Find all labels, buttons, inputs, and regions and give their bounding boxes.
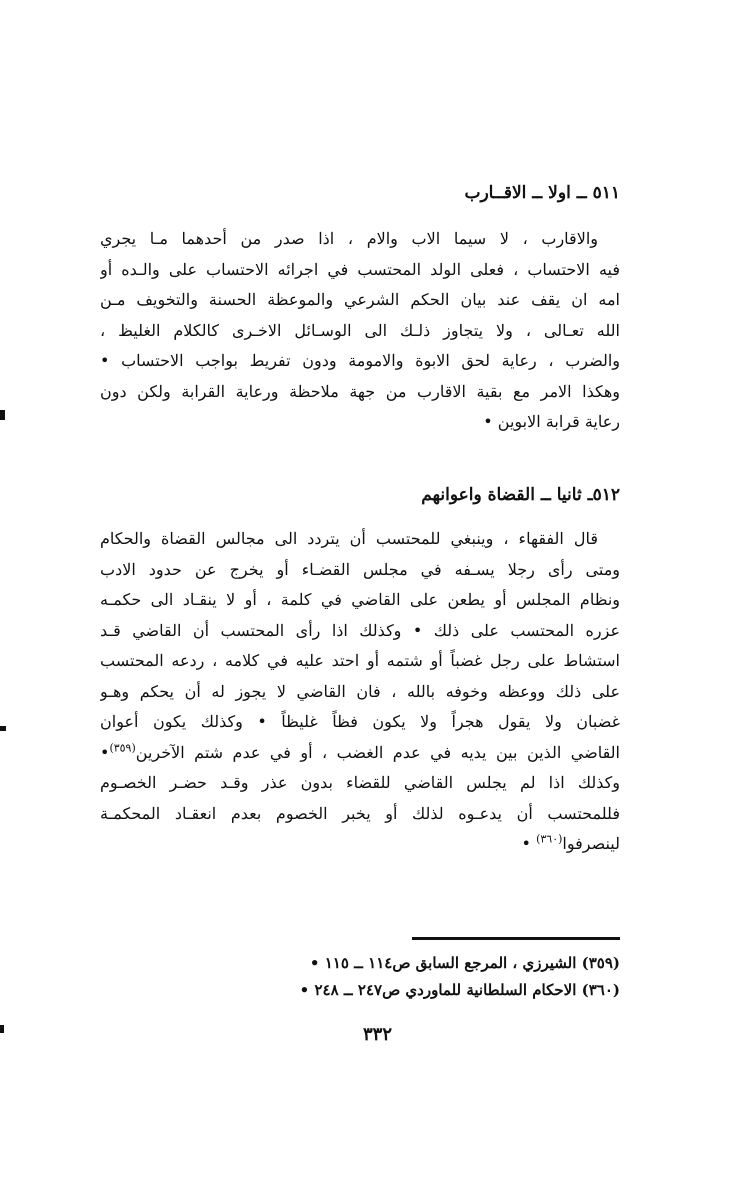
footnote-divider bbox=[412, 937, 620, 940]
text-line: ونظام المجلس أو يطعن على القاضي في كلمة ، أو لا ينقـاد الى حكمـه bbox=[100, 590, 620, 609]
text-fragment: لينصرفوا bbox=[562, 834, 620, 853]
text-line: على ذلك ووعظه وخوفه بالله ، فان القاضي لا يجوز له أن يحكم وهـو bbox=[100, 681, 620, 701]
text-line: ومتى رأى رجلا يسـفه في مجلس القضـاء أو يخرج عن حدود الادب bbox=[100, 559, 620, 579]
scan-mark bbox=[0, 1025, 4, 1033]
text-line: فللمحتسب أن يدعـوه لذلك أو يخبر الخصوم بعدم انعقـاد المحكمـة bbox=[100, 803, 620, 823]
text-line: والضرب ، رعاية لحق الابوة والامومة ودون تفريط بواجب الاحتساب • bbox=[100, 351, 620, 370]
page-number: ٣٣٢ bbox=[362, 1024, 392, 1045]
footnotes bbox=[230, 950, 620, 1004]
section-511 bbox=[100, 180, 620, 438]
text-line: وكذلك اذا لم يجلس القاضي للقضاء بدون عذر وقـد حضـر الخصـوم bbox=[100, 773, 620, 792]
footnote-359: (٣٥٩) الشيرزي ، المرجع السابق ص١١٤ ــ ١١٥ • bbox=[309, 954, 620, 972]
footnote-360: (٣٦٠) الاحكام السلطانية للماوردي ص٢٤٧ ــ ٢٤٨ • bbox=[299, 981, 620, 999]
scan-mark bbox=[0, 726, 6, 731]
footnote-ref-359: (٣٥٩) bbox=[109, 741, 136, 755]
section-512 bbox=[100, 482, 620, 860]
end-mark: • bbox=[100, 742, 110, 762]
end-mark: • bbox=[521, 834, 531, 853]
text-line: استشاط على رجل غضباً أو شتمه أو احتد عليه في كلامه ، ردعه المحتسب bbox=[100, 651, 620, 670]
text-line: وهكذا الامر مع بقية الاقارب من جهة ملاحظة ورعاية القرابة ولكن دون bbox=[100, 381, 620, 401]
text-line: الله تعـالى ، ولا يتجاوز ذلـك الى الوسـائل الاخـرى كالكلام الغليظ ، bbox=[100, 320, 620, 340]
text-line: عزره المحتسب على ذلك • وكذلك اذا رأى المحتسب أن القاضي قـد bbox=[100, 620, 620, 640]
section-512-heading: ٥١٢ـ ثانيا ــ القضاة واعوانهم bbox=[421, 485, 620, 505]
footnote-ref-360: (٣٦٠) bbox=[536, 832, 563, 846]
text-line: قال الفقهاء ، وينبغي للمحتسب أن يتردد الى مجالس القضاة والحكام bbox=[100, 529, 598, 548]
text-line: رعاية قرابة الابوين • bbox=[483, 412, 620, 431]
text-line: امه ان يقف عند بيان الحكم الشرعي والموعظة الحسنة والتخويف مـن bbox=[100, 290, 620, 309]
section-511-body bbox=[100, 224, 620, 438]
section-511-heading: ٥١١ ــ اولا ــ الاقــارب bbox=[464, 183, 620, 203]
text-line: غضبان ولا يقول هجراً ولا يكون فظاً غليظاً • وكذلك يكون أعوان bbox=[100, 712, 620, 731]
text-line: والاقارب ، لا سيما الاب والام ، اذا صدر من أحدهما مـا يجري bbox=[100, 229, 598, 248]
text-line-with-footnote bbox=[100, 738, 620, 769]
text-line-with-footnote bbox=[100, 829, 620, 860]
text-fragment: القاضي الذين بين يديه في عدم الغضب ، أو في عدم شتم الآخرين bbox=[135, 742, 620, 762]
scan-mark bbox=[0, 410, 5, 420]
text-line: فيه الاحتساب ، فعلى الولد المحتسب في اجرائه الاحتساب على والـده أو bbox=[100, 259, 620, 279]
section-512-body bbox=[100, 524, 620, 860]
